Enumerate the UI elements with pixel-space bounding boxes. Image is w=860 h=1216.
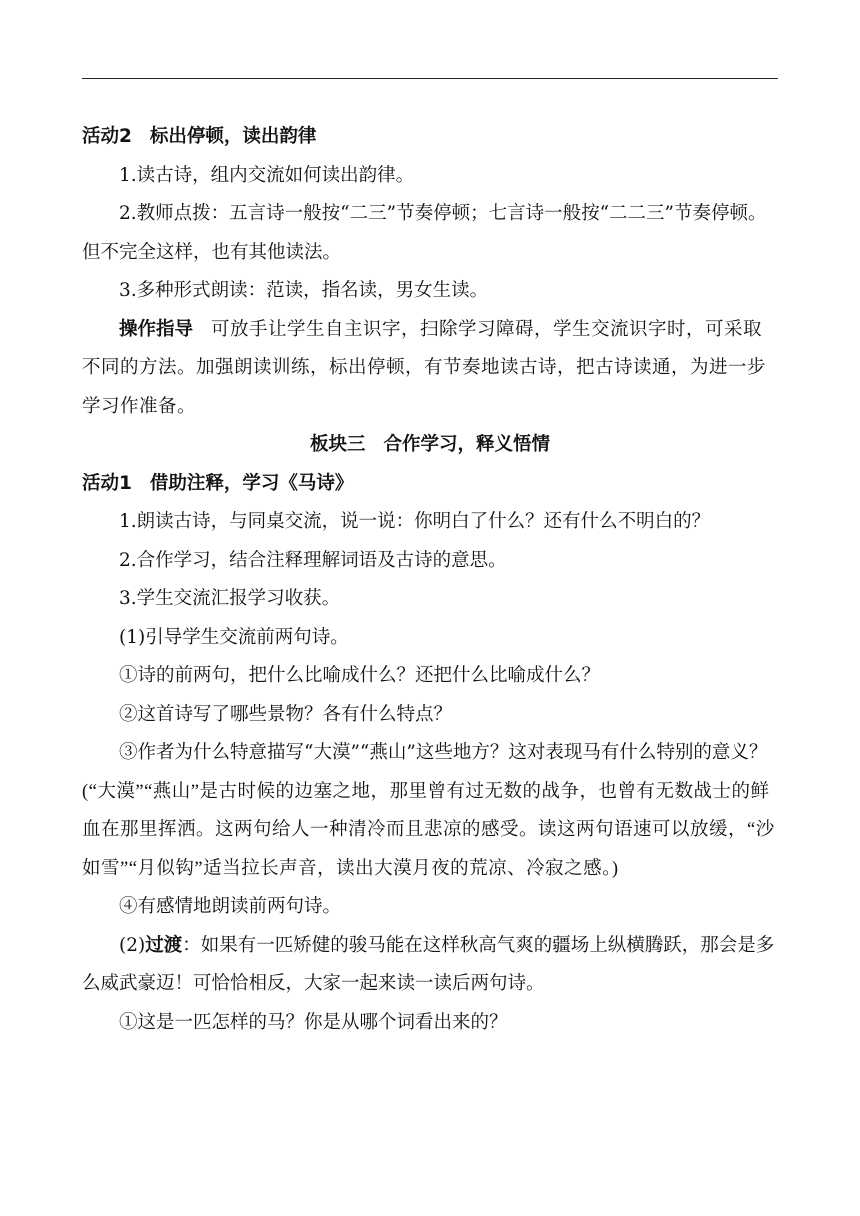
a1-item-4: (1)引导学生交流前两句诗。 (119, 626, 349, 648)
question-3-text: ③作者为什么特意描写“大漠”“燕山”这些地方？这对表现马有什么特别的意义？ (119, 742, 768, 763)
a1-item-1: 1.朗读古诗，与同桌交流，说一说：你明白了什么？还有什么不明白的？ (119, 511, 711, 532)
a1-item-5: ①诗的前两句，把什么比喻成什么？还把什么比喻成什么？ (119, 665, 601, 686)
activity-1-title: 借助注释，学习《马诗》 (149, 472, 354, 494)
question-last: ①这是一匹怎样的马？你是从哪个词看出来的？ (119, 1011, 508, 1033)
document-body (82, 118, 778, 1042)
guide-label: 操作指导 (119, 318, 194, 340)
activity-1-label: 活动1 (82, 472, 132, 494)
question-3 (82, 734, 778, 888)
question-4: ④有感情地朗读前两句诗。 (119, 896, 342, 917)
transition-paragraph (82, 927, 778, 1004)
activity-2-title: 标出停顿，读出韵律 (149, 126, 317, 147)
activity-2-label: 活动2 (82, 126, 132, 147)
a1-item-3: 3.学生交流汇报学习收获。 (119, 588, 341, 609)
transition-label: 过渡 (145, 934, 183, 956)
guide-text: 可放手让学生自主识字，扫除学习障碍，学生交流识字时，可采取不同的方法。加强朗读训练，标出停顿，有节奏地读古诗，把古诗读通，为进一步学习作准备。 (82, 319, 767, 417)
transition-num: (2) (119, 934, 146, 956)
a2-item-3: 3.多种形式朗读：范读，指名读，男女生读。 (119, 280, 489, 301)
a1-item-2: 2.合作学习，结合注释理解词语及古诗的意思。 (119, 549, 507, 571)
section-3-heading (82, 426, 778, 465)
a2-item-1: 1.读古诗，组内交流如何读出韵律。 (119, 164, 415, 186)
a1-item-6: ②这首诗写了哪些景物？各有什么特点？ (119, 703, 453, 725)
activity-1-heading (82, 465, 778, 504)
operation-guide (82, 311, 778, 427)
a2-item-2: 2.教师点拨：五言诗一般按“二三”节奏停顿；七言诗一般按“二二三”节奏停顿。但不完全这样，也有其他读法。 (82, 203, 767, 263)
question-3-note: (“大漠”“燕山”是古时候的边塞之地，那里曾有过无数的战争，也曾有无数战士的鲜血在那里挥洒。这两句给人一种清冷而且悲凉的感受。读这两句语速可以放缓，“沙如雪”“月似钩”适当拉长声音，读出大漠月夜的荒凉、冷寂之感。) (82, 781, 775, 879)
header-rule (82, 78, 778, 79)
activity-2-heading (82, 118, 778, 157)
section-3-label: 板块三 (309, 434, 366, 455)
transition-text: ：如果有一匹矫健的骏马能在这样秋高气爽的疆场上纵横腾跃，那会是多么威武豪迈！可恰恰相反，大家一起来读一读后两句诗。 (82, 934, 775, 994)
section-3-title: 合作学习，释义悟情 (383, 434, 551, 455)
